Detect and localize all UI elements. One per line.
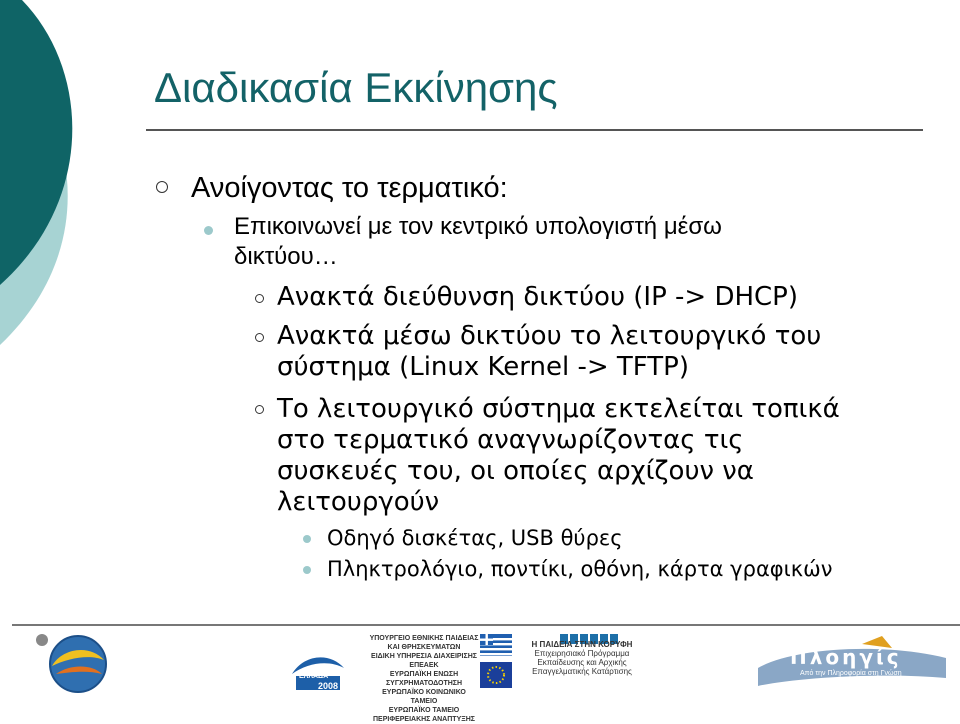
bullet-level2-line2: δικτύου… [234, 243, 338, 270]
footer-divider [12, 624, 960, 626]
ministry-globe-logo-icon [30, 630, 130, 694]
paideia-title: Η ΠΑΙΔΕΙΑ ΣΤΗΝ ΚΟΡΥΦΗ [531, 640, 633, 649]
bullet-level3-os-line2: στο τερματικό αναγνωρίζοντας τις [277, 425, 744, 455]
paideia-text-block [527, 640, 637, 676]
bullet-level3-kernel-line1: Ανακτά μέσω δικτύου το λειτουργικό του [277, 321, 822, 351]
paideia-line: Επαγγελματικής Κατάρτισης [532, 667, 632, 676]
bullet-level2-line1: Επικοινωνεί με τον κεντρικό υπολογιστή μέσω [234, 213, 722, 240]
plonis-slogan: Από την Πληροφορία στη Γνώση [800, 670, 902, 677]
slide-title: Διαδικασία Εκκίνησης [154, 64, 558, 111]
bullet-level3-os-line3: συσκευές του, οι οποίες αρχίζουν να [277, 456, 754, 486]
flags-icon [478, 632, 516, 692]
bullet-ring-icon [255, 405, 264, 414]
decorative-teal-arcs [0, 0, 110, 360]
ministry-line: ΥΠΟΥΡΓΕΙΟ ΕΘΝΙΚΗΣ ΠΑΙΔΕΙΑΣ ΚΑΙ ΘΡΗΣΚΕΥΜΑΤΩΝ [369, 635, 479, 651]
bullet-level3-os-line4: λειτουργούν [277, 487, 440, 517]
ellada-year: 2008 [318, 681, 339, 691]
ministry-line: ΕΙΔΙΚΗ ΥΠΗΡΕΣΙΑ ΔΙΑΧΕΙΡΙΣΗΣ ΕΠΕΑΕΚ [371, 653, 477, 669]
bullet-level4-floppy: Οδηγό δισκέτας, USB θύρες [327, 526, 623, 550]
plonis-wordmark: Πλοηγίς [790, 645, 902, 669]
ministry-line: ΕΥΡΩΠΑΪΚΟ ΚΟΙΝΩΝΙΚΟ ΤΑΜΕΙΟ [382, 689, 466, 705]
bullet-level3-os-line1: Το λειτουργικό σύστημα εκτελείται τοπικά [277, 394, 840, 424]
bullet-dot-icon [204, 226, 213, 235]
ministry-line: ΕΥΡΩΠΑΪΚΗ ΕΝΩΣΗ [389, 671, 459, 678]
bullet-ring-icon [255, 333, 264, 342]
bullet-level3-kernel-line2: σύστημα (Linux Kernel -> TFTP) [277, 352, 690, 382]
paideia-line: Εκπαίδευσης και Αρχικής [537, 658, 627, 667]
ministry-line: ΣΥΓΧΡΗΜΑΤΟΔΟΤΗΣΗ [385, 680, 463, 687]
bullet-dot-icon [303, 535, 311, 543]
bullet-dot-icon [303, 566, 311, 574]
bullet-ring-icon [156, 181, 168, 193]
bullet-level4-peripherals: Πληκτρολόγιο, ποντίκι, οθόνη, κάρτα γραφικών [327, 557, 833, 581]
plonis-slogan-en: From Information to Knowledge [808, 680, 892, 686]
ministry-line: ΕΥΡΩΠΑΪΚΟ ΤΑΜΕΙΟ ΠΕΡΙΦΕΡΕΙΑΚΗΣ ΑΝΑΠΤΥΞΗΣ [372, 707, 475, 723]
bullet-ring-icon [255, 294, 264, 303]
title-divider [146, 129, 923, 131]
paideia-line: Επιχειρησιακό Πρόγραμμα [534, 649, 630, 658]
ellada-label: ΕΛΛΑΔΑ [299, 673, 329, 680]
bullet-level1: Ανοίγοντας το τερματικό: [191, 172, 508, 204]
ministry-text-block [368, 634, 480, 724]
bullet-level3-ip: Ανακτά διεύθυνση δικτύου (IP -> DHCP) [277, 282, 799, 312]
